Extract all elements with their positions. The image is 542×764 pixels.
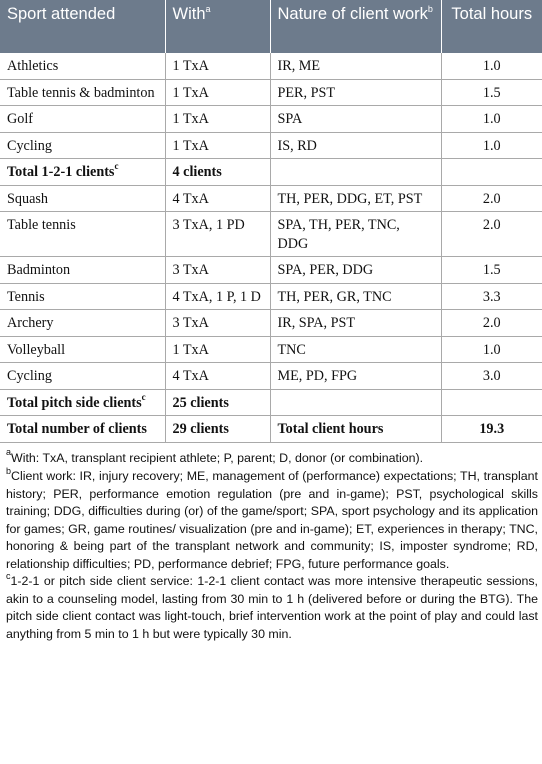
cell-sport: Archery — [0, 310, 165, 337]
table-row — [0, 53, 542, 79]
table-row — [0, 185, 542, 212]
cell-sport: Cycling — [0, 132, 165, 159]
cell-hours — [441, 159, 542, 186]
cell-hours: 19.3 — [441, 416, 542, 443]
cell-hours: 2.0 — [441, 310, 542, 337]
cell-with: 29 clients — [165, 416, 270, 443]
cell-sport: Cycling — [0, 363, 165, 390]
cell-with: 1 TxA — [165, 132, 270, 159]
footnote-a: $^a$With: TxA, transplant recipient athlete; P, parent; D, donor (or combination). — [6, 447, 424, 465]
cell-hours: 1.5 — [441, 79, 542, 106]
table-footnotes — [0, 443, 542, 644]
cell-hours: 3.3 — [441, 283, 542, 310]
cell-sport: Table tennis & badminton — [0, 79, 165, 106]
header-sport-attended: Sport attended — [0, 0, 165, 53]
cell-with: 4 clients — [165, 159, 270, 186]
cell-with: 3 TxA — [165, 257, 270, 284]
cell-with: 1 TxA — [165, 106, 270, 133]
cell-hours: 1.0 — [441, 132, 542, 159]
table-row — [0, 106, 542, 133]
table-row — [0, 79, 542, 106]
table-row — [0, 132, 542, 159]
cell-sport: Table tennis — [0, 212, 165, 257]
cell-sport: Total pitch side clients$^c$ — [0, 389, 165, 416]
cell-sport: Athletics — [0, 53, 165, 79]
cell-sport: Tennis — [0, 283, 165, 310]
cell-sport: Badminton — [0, 257, 165, 284]
cell-with: 4 TxA — [165, 185, 270, 212]
table-header-row — [0, 0, 542, 53]
cell-hours: 1.5 — [441, 257, 542, 284]
cell-hours: 2.0 — [441, 185, 542, 212]
cell-nature: TNC — [270, 336, 441, 363]
cell-nature: SPA, TH, PER, TNC, DDG — [270, 212, 441, 257]
table-row — [0, 363, 542, 390]
footnote-c: $^c$1-2-1 or pitch side client service: 1-2-1 client contact was more intensive therapeutic sessions, akin to a counseling model, lasting from 30 min to 1 h (delivered before or during the BTG). The pitch side client contact was light-touch, brief intervention work at the point of play and could last anything from 5 min to 1 h but were typically 30 min. — [6, 570, 538, 641]
table-row — [0, 389, 542, 416]
cell-hours — [441, 389, 542, 416]
cell-hours: 3.0 — [441, 363, 542, 390]
cell-hours: 1.0 — [441, 53, 542, 79]
cell-hours: 1.0 — [441, 336, 542, 363]
cell-with: 3 TxA, 1 PD — [165, 212, 270, 257]
table-row — [0, 159, 542, 186]
footnote-b: $^b$Client work: IR, injury recovery; ME, management of (performance) expectations; TH, transplant history; PER, performance emotion regulation (pre and in-game); PST, psychological skills training; DDG, difficulties during (or) of the game/sport; SPA, sport psychology and its application for games; GR, game routines/ visualization (pre and in-game); ET, experiences in therapy; TNC, honoring & being part of the transplant network and community; IS, imposter syndrome; RD, relationship difficulties; PD, performance debrief; FPG, future performance goals. — [6, 465, 538, 571]
cell-nature: IR, SPA, PST — [270, 310, 441, 337]
header-nature-of-client-work: Nature of client work$^b$ — [270, 0, 441, 53]
table-body — [0, 53, 542, 442]
header-with: With$^a$ — [165, 0, 270, 53]
table-row — [0, 257, 542, 284]
cell-nature — [270, 159, 441, 186]
cell-sport: Total number of clients — [0, 416, 165, 443]
cell-nature: IR, ME — [270, 53, 441, 79]
cell-nature: Total client hours — [270, 416, 441, 443]
cell-with: 4 TxA — [165, 363, 270, 390]
cell-sport: Volleyball — [0, 336, 165, 363]
cell-nature: SPA, PER, DDG — [270, 257, 441, 284]
cell-with: 1 TxA — [165, 53, 270, 79]
cell-with: 1 TxA — [165, 79, 270, 106]
cell-hours: 2.0 — [441, 212, 542, 257]
cell-with: 1 TxA — [165, 336, 270, 363]
table-row — [0, 416, 542, 443]
cell-hours: 1.0 — [441, 106, 542, 133]
table-row — [0, 310, 542, 337]
cell-nature: IS, RD — [270, 132, 441, 159]
cell-sport: Total 1-2-1 clients$^c$ — [0, 159, 165, 186]
cell-with: 3 TxA — [165, 310, 270, 337]
cell-nature: PER, PST — [270, 79, 441, 106]
cell-nature: SPA — [270, 106, 441, 133]
cell-nature: TH, PER, DDG, ET, PST — [270, 185, 441, 212]
cell-with: 25 clients — [165, 389, 270, 416]
cell-sport: Golf — [0, 106, 165, 133]
table-row — [0, 283, 542, 310]
table-row — [0, 212, 542, 257]
cell-nature: TH, PER, GR, TNC — [270, 283, 441, 310]
cell-nature: ME, PD, FPG — [270, 363, 441, 390]
cell-nature — [270, 389, 441, 416]
table-row — [0, 336, 542, 363]
cell-sport: Squash — [0, 185, 165, 212]
header-total-hours: Total hours — [441, 0, 542, 53]
cell-with: 4 TxA, 1 P, 1 D — [165, 283, 270, 310]
